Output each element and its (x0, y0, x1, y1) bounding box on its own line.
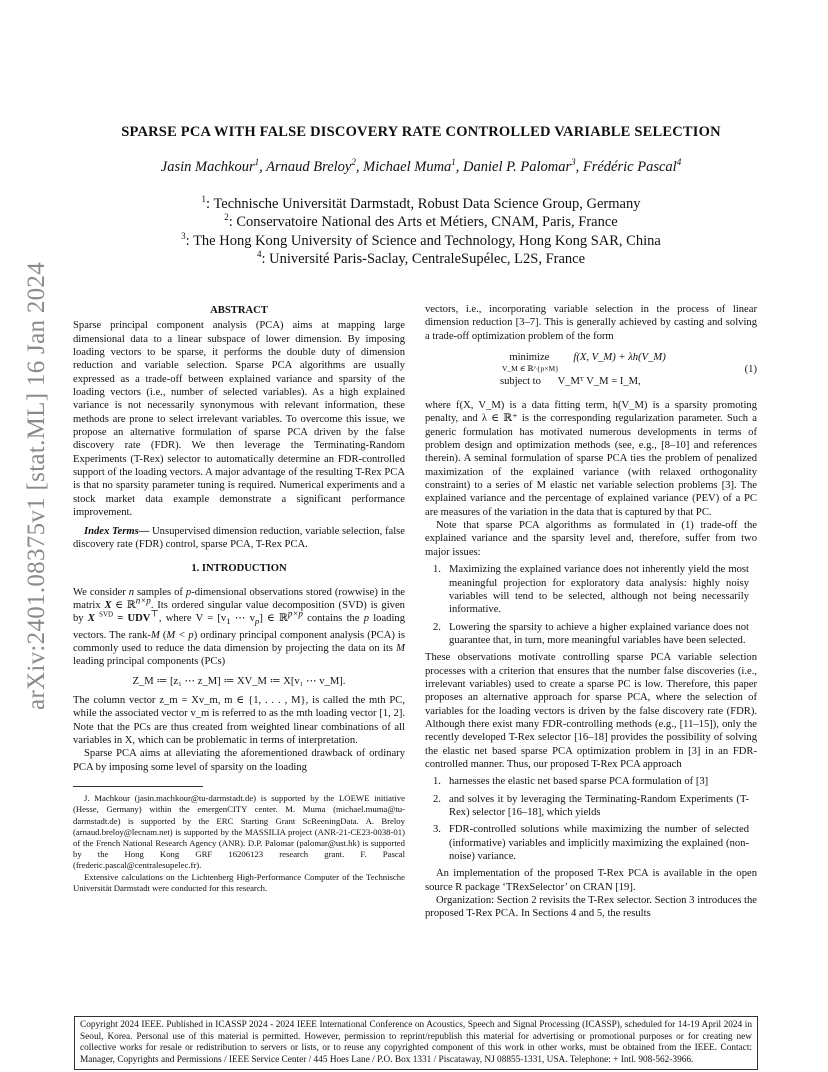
affiliation-marker: 4 (256, 249, 262, 260)
right-paragraph-1: vectors, i.e., incorporating variable selection in the process of linear dimension reduction [3–7]. This is generally achieved by casting and solving a trade-off optimization problem of the form (425, 304, 757, 342)
author-affiliation-marker: 1 (451, 157, 456, 168)
affiliation-text: : The Hong Kong University of Science and Technology, Hong Kong SAR, China (185, 232, 661, 249)
author-affiliation-marker: 1 (254, 157, 260, 168)
author-name: Jasin Machkour (160, 159, 255, 175)
equation-number: (1) (744, 364, 757, 376)
author-affiliation-marker: 4 (676, 157, 682, 168)
affiliation-line (70, 250, 772, 268)
equation-objective: f(X, V_M) + λh(V_M) (573, 352, 666, 364)
author-name: Michael Muma (363, 159, 452, 175)
equation-constraint: V_Mᵀ V_M = I_M, (557, 376, 641, 388)
affiliation-marker: 1 (201, 194, 207, 205)
author-list: Jasin Machkour$^1$, Arnaud Breloy$^2$, Michael Muma$^1$, Daniel P. Palomar$^3$, Frédéric Pascal$^4$ (160, 157, 682, 175)
equation-subject-to-label: subject to (500, 376, 541, 388)
equation-objective-row (500, 351, 666, 376)
list-item: 2. and solves it by leveraging the Terminating-Random Experiments (T-Rex) selector [16–18], which yields (433, 793, 749, 818)
footnote-divider (73, 786, 203, 787)
list-item: 1. Maximizing the explained variance does not inherently yield the most meaningful projection for exploratory data analysis: highly noisy variables will tend to be selected, although not being necessarily informative. (433, 564, 749, 616)
equation-1-optimization (425, 351, 757, 391)
arxiv-identifier-stamp (17, 261, 57, 711)
left-column (73, 302, 405, 894)
affiliation-line (70, 213, 772, 231)
footnote-computing: Extensive calculations on the Lichtenberg High-Performance Computer of the Technische Universität Darmstadt were conducted for this research. (73, 871, 405, 893)
index-terms (73, 525, 405, 552)
affiliation-text: : Technische Universität Darmstadt, Robust Data Science Group, Germany (206, 196, 641, 212)
intro-paragraph-2: The column vector z_m = Xv_m, m ∈ {1, . . . , M}, is called the mth PC, while the associated vector v_m is referred to as the mth loading vector [1, 2]. Note that the PCs are thus created from weighted linear combinations of all variables in X, which can be problematic in terms of interpretation. (73, 695, 405, 747)
author-affiliation-marker: 3 (571, 157, 576, 168)
list-item: 2. Lowering the sparsity to achieve a higher explained variance does not guarantee that, in turn, more meaningful variables have been selected. (433, 621, 749, 646)
index-terms-text: Unsupervised dimension reduction, variable selection, false discovery rate (FDR) control, sparse PCA, T-Rex PCA. (73, 525, 405, 550)
intro-paragraph-1: We consider n samples of p-dimensional observations stored (rowwise) in the matrix X ∈ ℝ$^{n\times p}$. Its ordered singular value decomposition (SVD) is given by X $^{SVD}$ = UDV⊤, where $V = [v_1$ ⋯ $v_p$] ∈ ℝ$^{p\times p}$ contains the p loading vectors. The rank-M (M < p) ordinary principal component analysis (PCA) is commonly used to reduce the data dimension by projecting the data on its M leading principal components (PCs) (73, 586, 405, 668)
paper-title: SPARSE PCA WITH FALSE DISCOVERY RATE CONTROLLED VARIABLE SELECTION (121, 124, 721, 140)
right-paragraph-6: Organization: Section 2 revisits the T-Rex selector. Section 3 introduces the proposed T-Rex PCA. In Sections 4 and 5, the results (425, 895, 757, 920)
author-name: Daniel P. Palomar (463, 159, 572, 175)
footnotes (73, 793, 405, 894)
arxiv-identifier-text: arXiv:2401.08375v1 [stat.ML] 16 Jan 2024 (23, 261, 50, 711)
affiliation-text: : Université Paris-Saclay, CentraleSupélec, L2S, France (261, 250, 586, 267)
affiliation-text: : Conservatoire National des Arts et Métiers, CNAM, Paris, France (228, 214, 618, 231)
affiliation-marker: 2 (224, 212, 229, 223)
author-name: Arnaud Breloy (266, 159, 352, 175)
right-paragraph-5: An implementation of the proposed T-Rex PCA is available in the open source R package ‘TRexSelector’ on CRAN [19]. (425, 868, 757, 893)
equation-minimize-subscript: V_M ∈ ℝ^{p×M} (502, 364, 559, 374)
affiliation-marker: 3 (181, 230, 186, 241)
introduction-heading: 1. INTRODUCTION (191, 563, 287, 575)
right-paragraph-2: where f(X, V_M) is a data fitting term, h(V_M) is a sparsity promoting penalty, and λ ∈ ℝ⁺ is the corresponding regularization parameter. Such a generic formulation has motivated numerous developments in terms of problem design and optimization methods (see, e.g., [8–10] and references therein). A seminal formulation of sparse PCA ties the problem of penalized maximization of the explained variance (with relaxed orthogonality constraint) to a series of M elastic net variable selection problems [3]. The explained variance and the percentage of explained variance (PEV) of a PC are measures of the variation in the data that is captured by that PC. (425, 400, 757, 518)
affiliation-list (70, 195, 772, 268)
equation-constraint-row (500, 375, 641, 388)
abstract-heading: ABSTRACT (210, 305, 268, 316)
author-name: Frédéric Pascal (582, 159, 677, 175)
approach-list (425, 775, 757, 863)
right-paragraph-4: These observations motivate controlling sparse PCA variable selection processes with a criterion that ensures that the number false discoveries (i.e., irrelevant variables) used to create a sparse PC is low. Therefore, this paper proposes an alternative approach for sparse PCA, where the selection of variables for the loading vectors is driven by the false discovery rate (FDR). Although there exist many FDR-controlling methods (e.g., [11–15]), only the recently developed T-Rex selector [16–18] provides the possibility of solving the elastic net based sparse PCA optimization problem in [3] in an FDR-controlled manner. Thus, our proposed T-Rex PCA approach (425, 652, 757, 770)
copyright-notice: Copyright 2024 IEEE. Published in ICASSP 2024 - 2024 IEEE International Conference on Acoustics, Speech and Signal Processing (ICASSP), scheduled for 14-19 April 2024 in Seoul, Korea. Personal use of this material is permitted. However, permission to reprint/republish this material for advertising or promotional purposes or for creating new collective works for resale or redistribution to servers or lists, or to reuse any copyrighted component of this work in other works, must be obtained from the IEEE. Contact: Manager, Copyrights and Permissions / IEEE Service Center / 445 Hoes Lane / P.O. Box 1331 / Piscataway, NJ 08855-1331, USA. Telephone: + Intl. 908-562-3966. (74, 1016, 758, 1070)
right-column (425, 303, 757, 921)
abstract-text: Sparse principal component analysis (PCA) aims at mapping large dimensional data to a linear subspace of lower dimension. By imposing loading vectors to be sparse, it performs the double duty of dimension reduction and variable selection. Sparse PCA algorithms are usually expressed as a trade-off between explained variance and sparsity of the loading vectors (i.e., number of selected variables). As a high explained variance is not necessarily synonymous with relevant information, these methods are prone to select irrelevant variables. To overcome this issue, we propose an alternative formulation of sparse PCA driven by the false discovery rate (FDR). We then leverage the Terminating-Random Experiments (T-Rex) selector to automatically determine an FDR-controlled support of the loading vectors. A major advantage of the resulting T-Rex PCA is that no sparsity parameter tuning is required. Numerical experiments and a stock market data example demonstrate a significant performance improvement. (73, 320, 405, 519)
list-item: 3. FDR-controlled solutions while maximizing the number of selected (informative) variables and implicitly maximizing the explained (non-noise) variance. (433, 824, 749, 863)
footnote-funding: J. Machkour (jasin.machkour@tu-darmstadt.de) is supported by the LOEWE initiative (Hesse, Germany) within the emergenCITY center. M. Muma (michael.muma@tu-darmstadt.de) is supported by the ERC Starting Grant ScReeningData. A. Breloy (arnaud.breloy@lecnam.net) is supported by the MASSILIA project (ANR-21-CE23-0038-01) of the French National Research Agency (ANR). D.P. Palomar (palomar@ust.hk) is supported by the Hong Kong GRF 16206123 research grant. F. Pascal (frederic.pascal@centralesupelec.fr). (73, 793, 405, 871)
issues-list (425, 563, 757, 647)
list-item: 1. harnesses the elastic net based sparse PCA formulation of [3] (433, 776, 709, 788)
right-paragraph-3: Note that sparse PCA algorithms as formulated in (1) trade-off the explained variance and the sparsity level and, therefore, suffer from two major issues: (425, 520, 757, 558)
intro-paragraph-3: Sparse PCA aims at alleviating the aforementioned drawback of ordinary PCA by imposing some level of sparsity on the loading (73, 748, 405, 773)
equation-minimize-label: minimize (509, 352, 550, 364)
affiliation-line (70, 232, 772, 250)
index-terms-label: Index Terms— (84, 525, 150, 537)
equation-principal-components: Z_M ≔ [z₁ ⋯ z_M] ≔ XV_M ≔ X[v₁ ⋯ v_M]. (132, 675, 346, 687)
author-affiliation-marker: 2 (351, 157, 356, 168)
affiliation-line (70, 195, 772, 213)
